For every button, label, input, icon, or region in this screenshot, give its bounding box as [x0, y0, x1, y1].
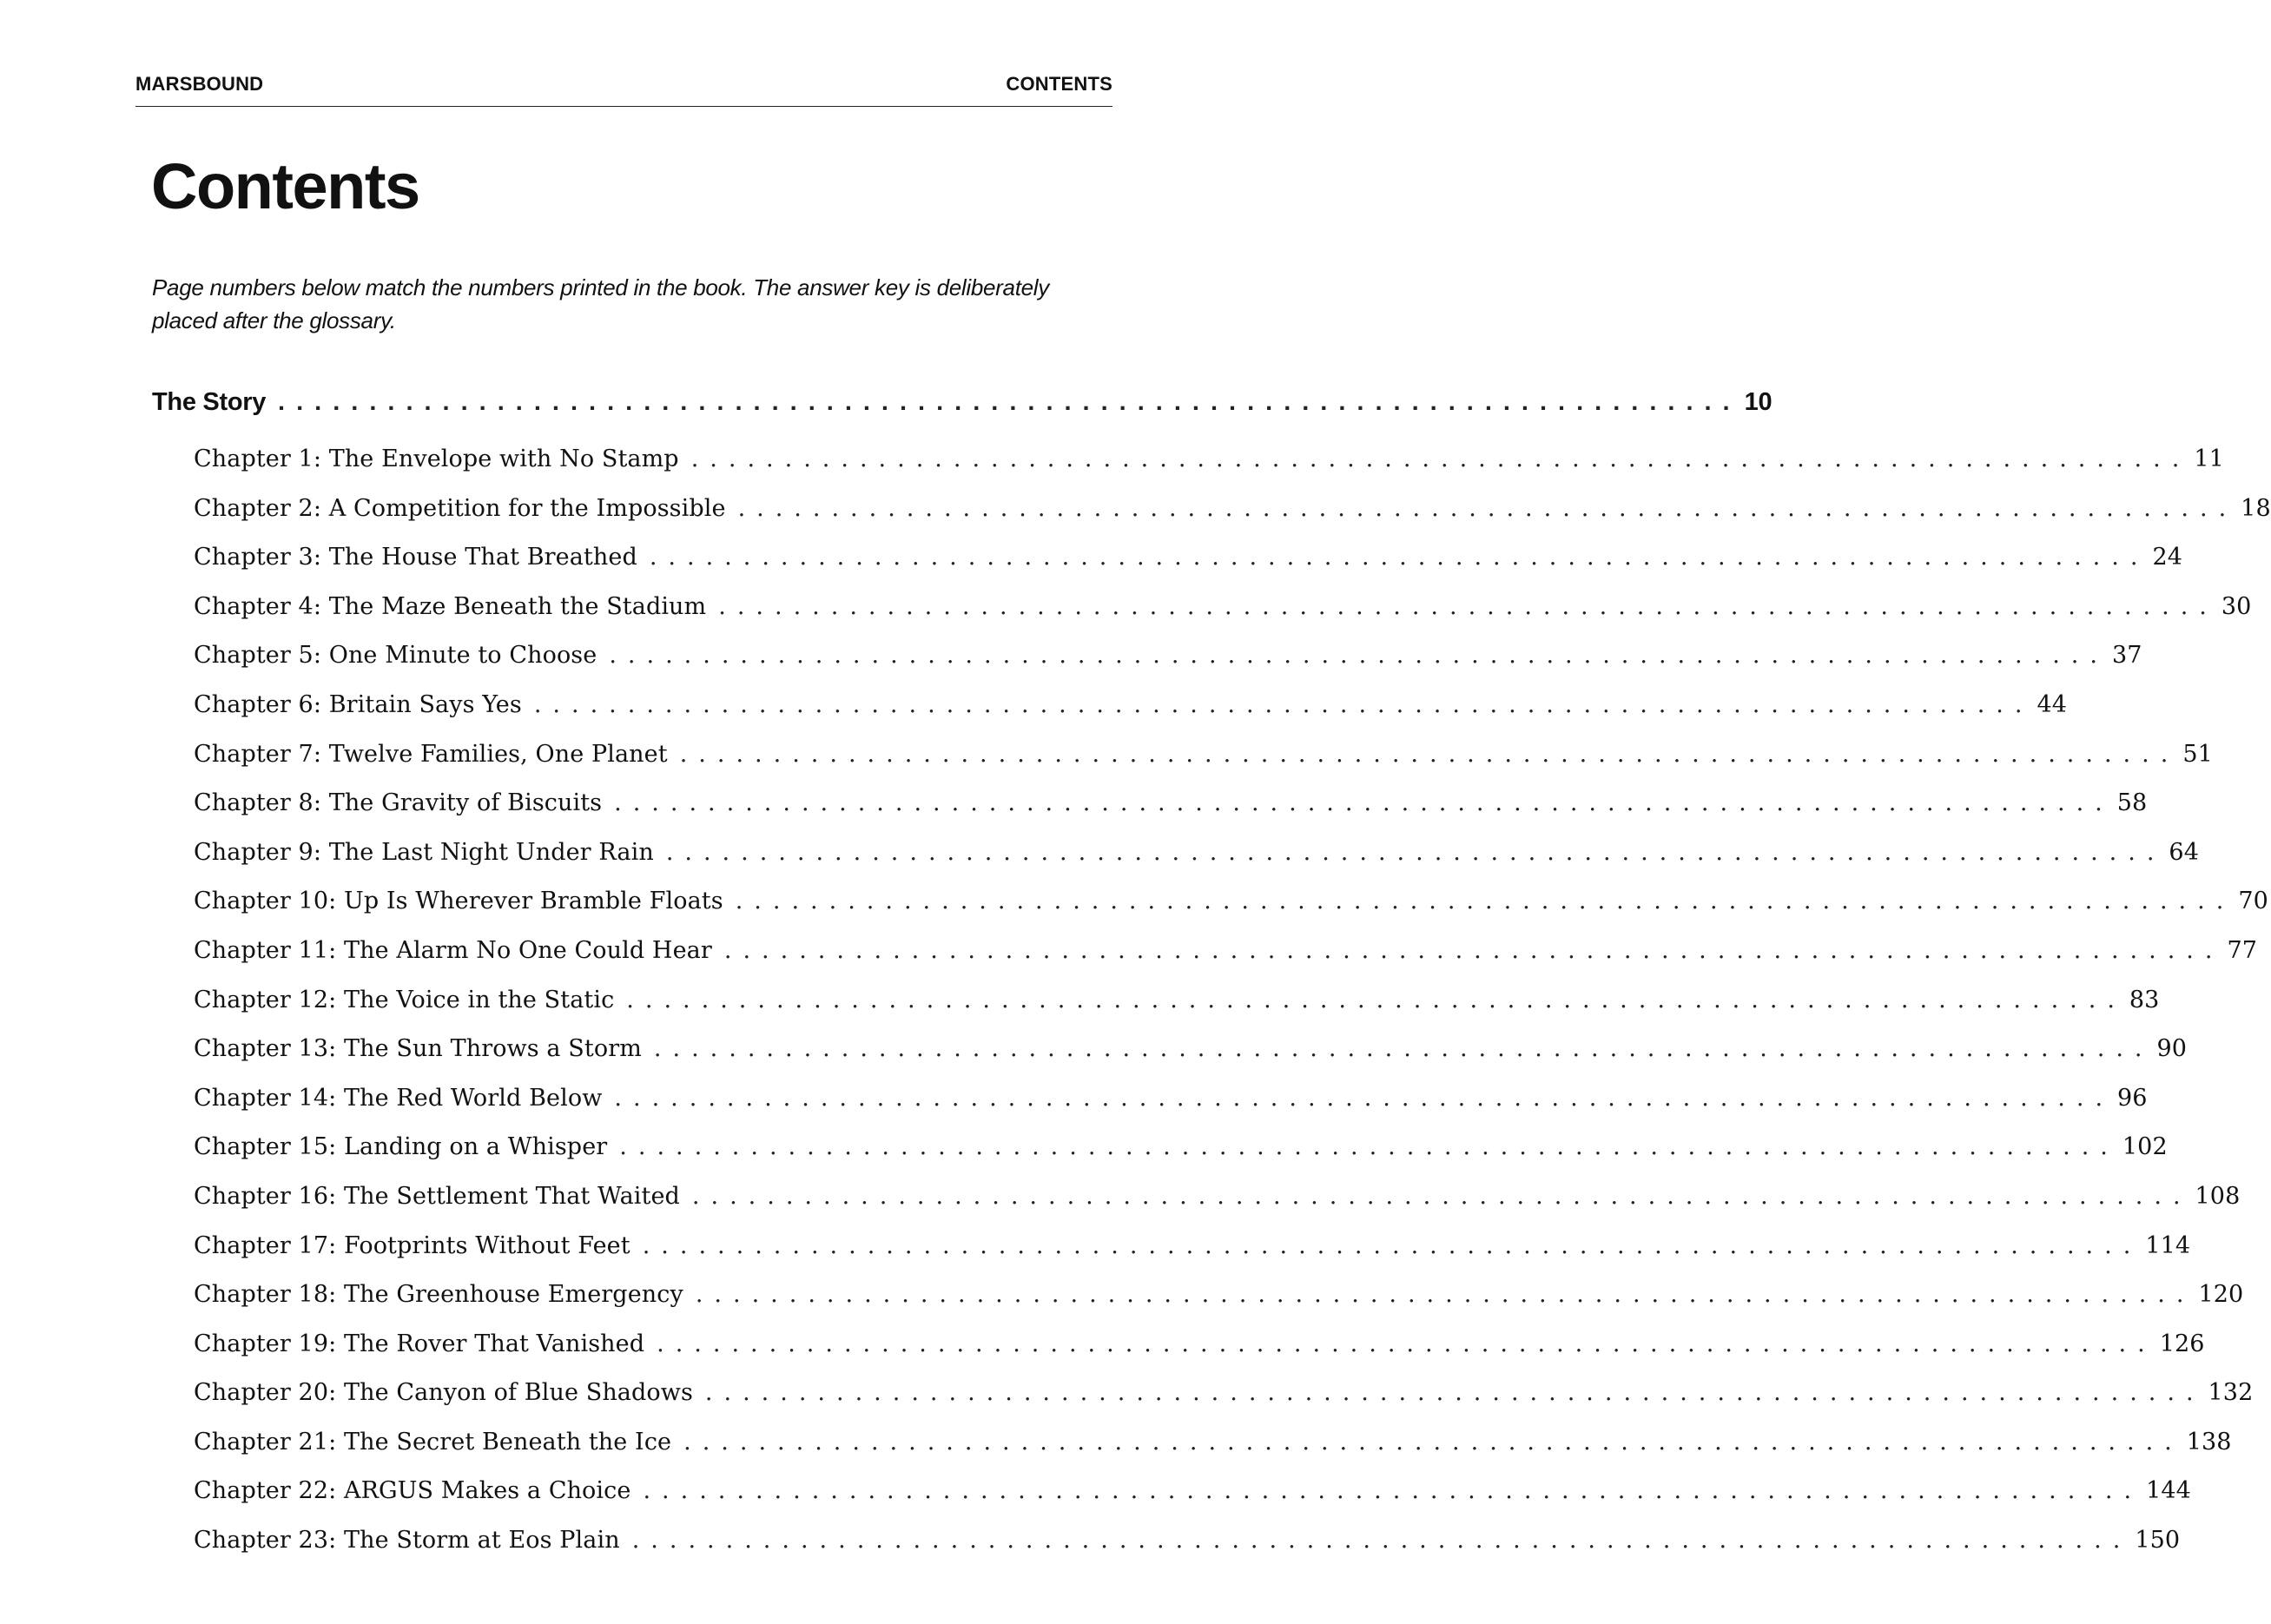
toc-chapter-label: Chapter 2: A Competition for the Impossible [194, 494, 726, 522]
dot-leader: ................................................................................ [735, 888, 2235, 915]
toc-chapter-label: Chapter 3: The House That Breathed [194, 544, 637, 571]
toc-page-number: 114 [2145, 1231, 2191, 1259]
toc-chapter-label: Chapter 6: Britain Says Yes [194, 690, 522, 718]
toc-chapter-row[interactable] [152, 936, 2258, 987]
toc-page-number: 150 [2135, 1527, 2181, 1555]
toc-chapter-row[interactable] [152, 1281, 2244, 1330]
dot-leader: ................................................................................ [665, 838, 2166, 866]
running-header [135, 73, 1112, 107]
dot-leader: ................................................................................ [695, 1281, 2195, 1309]
dot-leader: ................................................................................ [642, 1231, 2142, 1259]
page-title: Contents [151, 150, 419, 222]
toc-page-number: 108 [2195, 1182, 2241, 1210]
toc-chapter-row[interactable] [152, 446, 2224, 495]
dot-leader: ................................................................................ [653, 1035, 2154, 1063]
dot-leader: ................................................................................ [614, 789, 2114, 817]
toc-page-number: 10 [1744, 388, 1773, 416]
dot-leader: ................................................................................ [704, 1379, 2205, 1407]
toc-page-number: 90 [2156, 1035, 2188, 1063]
dot-leader: ................................................................................ [631, 1527, 2132, 1555]
toc-chapter-row[interactable] [152, 1330, 2205, 1380]
toc-chapter-row[interactable] [152, 642, 2142, 691]
toc-page-number: 120 [2198, 1281, 2244, 1309]
section-name: CONTENTS [1006, 73, 1112, 95]
toc-chapter-label: Chapter 19: The Rover That Vanished [194, 1330, 645, 1357]
toc-chapter-row[interactable] [152, 1428, 2232, 1478]
toc-chapter-label: Chapter 1: The Envelope with No Stamp [194, 446, 679, 472]
toc-chapter-row[interactable] [152, 1035, 2188, 1085]
toc-page-number: 132 [2208, 1379, 2254, 1407]
book-title: MARSBOUND [135, 73, 264, 95]
toc-part-the-story[interactable] [152, 388, 1773, 446]
toc-page-number: 58 [2116, 789, 2148, 817]
dot-leader: ................................................................................ [626, 986, 2126, 1013]
toc-chapter-label: Chapter 20: The Canyon of Blue Shadows [194, 1379, 693, 1407]
toc-chapter-label: Chapter 8: The Gravity of Biscuits [194, 789, 603, 817]
toc-chapter-label: Chapter 14: The Red World Below [194, 1084, 603, 1112]
toc-page-number: 64 [2169, 838, 2199, 866]
toc-page-number: 37 [2111, 642, 2142, 670]
dot-leader: ................................................................................ [723, 936, 2224, 964]
toc-chapter-label: Chapter 18: The Greenhouse Emergency [194, 1281, 683, 1309]
toc-chapter-label: Chapter 22: ARGUS Makes a Choice [194, 1477, 631, 1505]
toc-page-number: 30 [2221, 592, 2252, 620]
dot-leader: ................................................................................ [718, 592, 2218, 620]
toc-chapter-label: Chapter 10: Up Is Wherever Bramble Floats [194, 888, 723, 915]
dot-leader: ................................................................................ [614, 1084, 2115, 1112]
toc-chapter-row[interactable] [152, 888, 2268, 937]
toc-chapter-label: Chapter 21: The Secret Beneath the Ice [194, 1428, 672, 1456]
toc-page-number: 70 [2238, 888, 2268, 915]
toc-page-number: 83 [2129, 986, 2160, 1013]
toc-chapter-row[interactable] [152, 1084, 2148, 1134]
toc-chapter-label: Chapter 4: The Maze Beneath the Stadium [194, 592, 707, 620]
toc-chapter-row[interactable] [152, 1133, 2168, 1183]
dot-leader: ................................................................................ [737, 494, 2238, 522]
dot-leader: ................................................................................ [679, 740, 2180, 768]
dot-leader: ................................................................................ [643, 1477, 2143, 1505]
toc-chapter-label: Chapter 23: The Storm at Eos Plain [194, 1527, 620, 1555]
toc-chapter-label: Chapter 15: Landing on a Whisper [194, 1133, 608, 1161]
toc-chapter-row[interactable] [152, 1182, 2241, 1232]
toc-page-number: 96 [2117, 1084, 2148, 1112]
toc-chapter-row[interactable] [152, 740, 2213, 790]
toc-chapter-row[interactable] [152, 986, 2160, 1036]
dot-leader: ................................................................................ [649, 544, 2149, 571]
toc-chapter-row[interactable] [152, 544, 2182, 593]
intro-note: Page numbers below match the numbers printed in the book. The answer key is deliberately placed after the glossary. [152, 274, 1049, 333]
toc-page-number: 126 [2159, 1330, 2205, 1357]
dot-leader: ................................................................................ [690, 446, 2191, 472]
toc-chapter-row[interactable] [152, 1231, 2191, 1282]
dot-leader: ................................................................................ [619, 1133, 2119, 1161]
toc-page-number: 18 [2241, 494, 2271, 522]
toc-page-number: 11 [2194, 446, 2224, 472]
toc-chapter-label: Chapter 9: The Last Night Under Rain [194, 838, 654, 866]
toc-chapter-row[interactable] [152, 838, 2199, 888]
toc-chapter-row[interactable] [152, 690, 2068, 741]
table-of-contents [152, 388, 2271, 1576]
toc-chapter-label: Chapter 17: Footprints Without Feet [194, 1231, 630, 1259]
chapter-list [152, 446, 2271, 1576]
toc-chapter-row[interactable] [152, 1477, 2191, 1527]
dot-leader: ................................................................................ [691, 1182, 2192, 1210]
toc-chapter-label: Chapter 16: The Settlement That Waited [194, 1182, 680, 1210]
toc-page-number: 77 [2227, 936, 2258, 964]
toc-chapter-label: Chapter 13: The Sun Throws a Storm [194, 1035, 642, 1063]
toc-chapter-row[interactable] [152, 494, 2271, 545]
dot-leader: ................................................................................ [657, 1330, 2156, 1357]
toc-part-label: The Story [152, 388, 267, 416]
toc-page-number: 44 [2037, 690, 2068, 718]
toc-chapter-label: Chapter 12: The Voice in the Static [194, 986, 615, 1013]
dot-leader: ................................................................................ [278, 388, 1741, 416]
toc-chapter-label: Chapter 5: One Minute to Choose [194, 642, 597, 670]
toc-chapter-label: Chapter 7: Twelve Families, One Planet [194, 740, 668, 768]
dot-leader: ................................................................................ [683, 1428, 2183, 1456]
toc-page-number: 144 [2146, 1477, 2191, 1505]
toc-page-number: 24 [2152, 544, 2182, 571]
dot-leader: ................................................................................ [609, 642, 2109, 670]
toc-chapter-row[interactable] [152, 789, 2148, 839]
toc-chapter-row[interactable] [152, 1379, 2254, 1429]
toc-page-number: 51 [2182, 740, 2213, 768]
toc-page-number: 102 [2122, 1133, 2168, 1161]
toc-page-number: 138 [2186, 1428, 2232, 1456]
dot-leader: ................................................................................ [533, 690, 2034, 718]
toc-chapter-row[interactable] [152, 592, 2252, 643]
toc-chapter-row[interactable] [152, 1527, 2181, 1576]
toc-chapter-label: Chapter 11: The Alarm No One Could Hear [194, 936, 712, 964]
